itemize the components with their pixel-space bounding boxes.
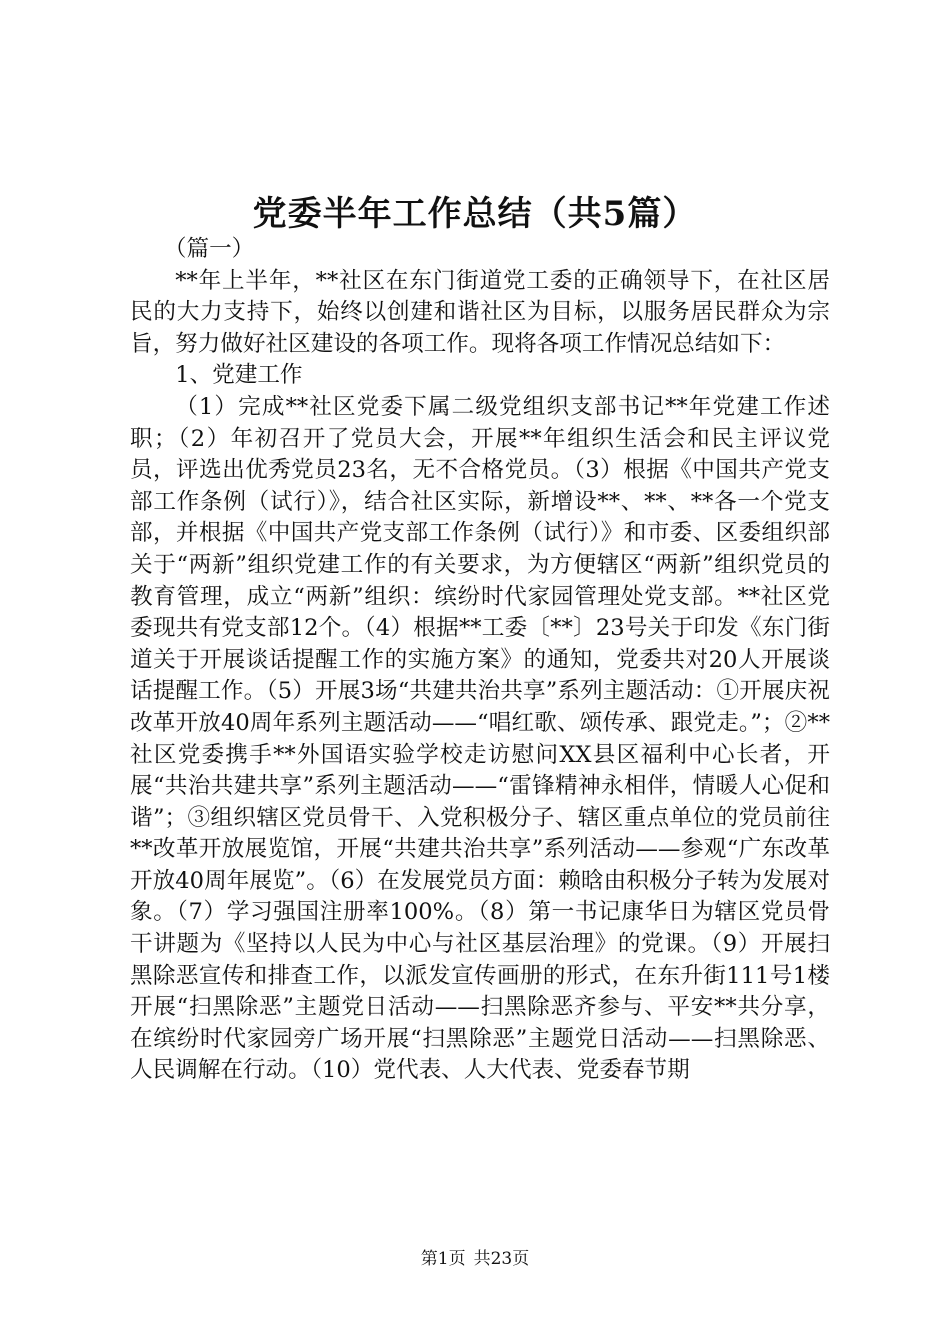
document-body [130, 234, 830, 1087]
page-footer [0, 1244, 950, 1269]
document-title: 党委半年工作总结（共5篇） [252, 194, 698, 234]
body-paragraph: （1）完成**社区党委下属二级党组织支部书记**年党建工作述职；（2）年初召开了党员大会，开展**年组织生活会和民主评议党员，评选出优秀党员23名，无不合格党员。（3）根据《中国共产党支部工作条例（试行）》，结合社区实际，新增设**、**、**各一个党支部，并根据《中国共产党支部工作条例（试行）》和市委、区委组织部关于“两新”组织党建工作的有关要求，为方便辖区“两新”组织党员的教育管理，成立“两新”组织：缤纷时代家园管理处党支部。**社区党委现共有党支部12个。（4）根据**工委〔**〕23号关于印发《东门街道关于开展谈话提醒工作的实施方案》的通知，党委共对20人开展谈话提醒工作。（5）开展3场“共建共治共享”系列主题活动：①开展庆祝改革开放40周年系列主题活动——“唱红歌、颂传承、跟党走。”；②**社区党委携手**外国语实验学校走访慰问XX县区福利中心长者，开展“共治共建共享”系列主题活动——“雷锋精神永相伴，情暖人心促和谐”；③组织辖区党员骨干、入党积极分子、辖区重点单位的党员前往**改革开放展览馆，开展“共建共治共享”系列活动——参观“广东改革开放40周年展览”。（6）在发展党员方面：赖晗由积极分子转为发展对象。（7）学习强国注册率100%。（8）第一书记康华日为辖区党员骨干讲题为《坚持以人民为中心与社区基层治理》的党课。（9）开展扫黑除恶宣传和排查工作，以派发宣传画册的形式，在东升街111号1楼开展“扫黑除恶”主题党日活动——扫黑除恶齐参与、平安**共分享，在缤纷时代家园旁广场开展“扫黑除恶”主题党日活动——扫黑除恶、人民调解在行动。（10）党代表、人大代表、党委春节期 [130, 393, 830, 1084]
section-label: （篇一） [163, 236, 255, 262]
page-number: 第1页 [420, 1249, 466, 1269]
section-heading: 1、党建工作 [175, 362, 303, 389]
page-total: 共23页 [473, 1249, 530, 1269]
intro-paragraph: **年上半年，**社区在东门街道党工委的正确领导下，在社区居民的大力支持下，始终以创建和谐社区为目标，以服务居民群众为宗旨，努力做好社区建设的各项工作。现将各项工作情况总结如下： [130, 267, 830, 357]
